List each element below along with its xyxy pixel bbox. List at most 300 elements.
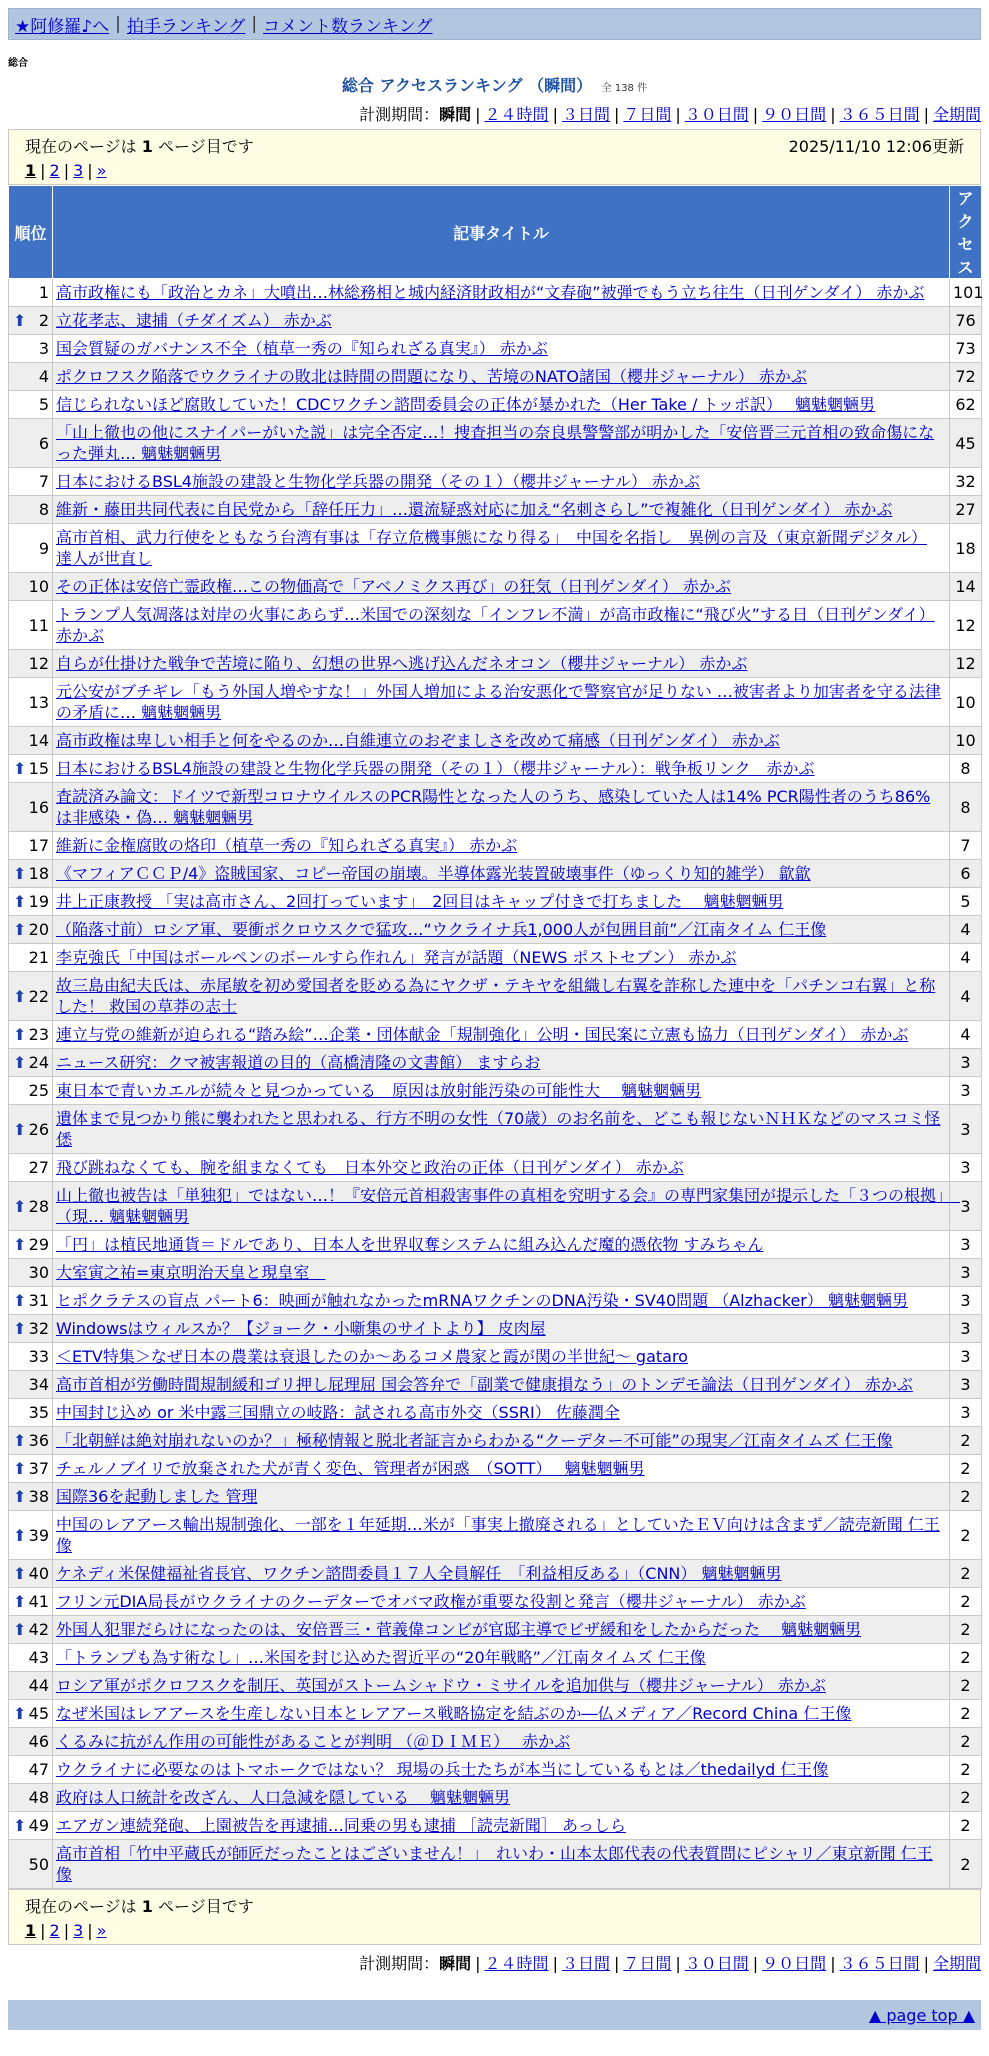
applause-ranking-link[interactable]: 拍手ランキング xyxy=(126,16,246,37)
pager-current: 1 xyxy=(25,1921,37,1940)
table-row xyxy=(9,1644,982,1672)
article-title-link[interactable]: 立花孝志、逮捕（チダイズム） 赤かぶ xyxy=(56,311,332,330)
pager-current: 1 xyxy=(25,161,37,180)
title-cell xyxy=(53,524,950,573)
pager-separator: | xyxy=(63,1921,70,1940)
table-row xyxy=(9,888,982,916)
article-title-link[interactable]: 井上正康教授 「実は高市さん、2回打っています」 2回目はキャップ付きで打ちました 魑魅魍魎男 xyxy=(56,892,784,911)
title-cell xyxy=(53,1756,950,1784)
title-cell xyxy=(53,1259,950,1287)
pager-page-link[interactable]: 2 xyxy=(49,1921,60,1940)
rank-cell xyxy=(9,1427,53,1455)
title-cell xyxy=(53,391,950,419)
period-option-link[interactable]: 全期間 xyxy=(932,1954,981,1973)
article-title-link[interactable]: ポクロフスク陥落でウクライナの敗北は時間の問題になり、苦境のNATO諸国（櫻井ジャーナル） 赤かぶ xyxy=(56,367,807,386)
rank-cell xyxy=(9,650,53,678)
article-title-link[interactable]: 信じられないほど腐敗していた！CDCワクチン諮問委員会の正体が暴かれた（Her Take / トッポ訳） 魑魅魍魎男 xyxy=(56,395,876,414)
period-separator: | xyxy=(552,105,558,124)
access-count: 3 xyxy=(950,1154,982,1182)
rank-cell xyxy=(9,1049,53,1077)
period-option-link[interactable]: ３日間 xyxy=(561,105,610,124)
article-title-link[interactable]: 日本におけるBSL4施設の建設と生物化学兵器の開発（その１）（櫻井ジャーナル） 赤かぶ xyxy=(56,472,700,491)
rank-cell xyxy=(9,1644,53,1672)
rank-up-arrow-icon: ⬆ xyxy=(13,1196,27,1216)
article-title-link[interactable]: ニュース研究：クマ被害報道の目的（高橋清隆の文書館） ますらお xyxy=(56,1053,541,1072)
ranking-table xyxy=(8,185,982,1889)
title-cell xyxy=(53,755,950,783)
table-row xyxy=(9,496,982,524)
table-row xyxy=(9,1315,982,1343)
title-cell xyxy=(53,335,950,363)
pager-page-link[interactable]: 2 xyxy=(49,161,60,180)
period-option-link[interactable]: ３６５日間 xyxy=(839,1954,920,1973)
access-count: 5 xyxy=(950,888,982,916)
article-title-link[interactable]: 高市首相、武力行使をともなう台湾有事は「存立危機事態になり得る」 中国を名指し 異例の言及（東京新聞デジタル） 達人が世直し xyxy=(56,528,928,568)
access-count: 73 xyxy=(950,335,982,363)
rank-number: 41 xyxy=(28,1592,49,1611)
rank-number: 9 xyxy=(38,538,49,558)
table-row xyxy=(9,650,982,678)
article-title-link[interactable]: 故三島由紀夫氏は、赤尾敏を初め愛国者を貶める為にヤクザ・テキヤを組織し右翼を詐称した連中を「パチンコ右翼」と称した！ 救国の草莽の志士 xyxy=(56,976,936,1016)
rank-cell xyxy=(9,1021,53,1049)
rank-cell xyxy=(9,1700,53,1728)
rank-number: 20 xyxy=(28,920,49,939)
title-cell xyxy=(53,601,950,650)
access-count: 8 xyxy=(950,755,982,783)
pager-next-link[interactable]: » xyxy=(96,1921,107,1940)
table-row xyxy=(9,972,982,1021)
rank-up-arrow-icon: ⬆ xyxy=(13,1025,27,1044)
rank-cell xyxy=(9,1371,53,1399)
access-count: 2 xyxy=(950,1700,982,1728)
access-count: 3 xyxy=(950,1231,982,1259)
article-title-link[interactable]: エアガン連続発砲、上園被告を再逮捕…同乗の男も逮捕 ［読売新聞］ あっしら xyxy=(56,1816,626,1835)
table-row xyxy=(9,279,982,307)
title-cell xyxy=(53,1231,950,1259)
page-title: 総合 アクセスランキング （瞬間） xyxy=(341,76,593,95)
article-title-link[interactable]: 高市政権にも「政治とカネ」大噴出…林総務相と城内経済財政相が“文春砲”被弾でもう立ち往生（日刊ゲンダイ） 赤かぶ xyxy=(56,283,925,302)
period-label: 計測期間： xyxy=(359,105,440,124)
rank-number: 26 xyxy=(28,1119,49,1139)
rank-number: 36 xyxy=(28,1431,49,1450)
access-count: 2 xyxy=(950,1756,982,1784)
access-count: 4 xyxy=(950,1021,982,1049)
period-separator: | xyxy=(830,105,836,124)
title-cell xyxy=(53,1287,950,1315)
rank-number: 23 xyxy=(28,1025,49,1044)
updated-timestamp: 2025/11/10 12:06更新 xyxy=(788,137,964,156)
rank-number: 24 xyxy=(28,1053,49,1072)
rank-cell xyxy=(9,1455,53,1483)
table-row xyxy=(9,1259,982,1287)
table-row xyxy=(9,678,982,727)
rank-cell xyxy=(9,279,53,307)
access-count: 7 xyxy=(950,832,982,860)
access-count: 3 xyxy=(950,1077,982,1105)
table-row xyxy=(9,1588,982,1616)
rank-cell xyxy=(9,573,53,601)
rank-number: 38 xyxy=(28,1487,49,1506)
article-title-link[interactable]: フリン元DIA局長がウクライナのクーデターでオバマ政権が重要な役割と発言（櫻井ジャーナル） 赤かぶ xyxy=(56,1592,806,1611)
rank-cell xyxy=(9,1588,53,1616)
article-title-link[interactable]: 国際36を起動しました 管理 xyxy=(56,1487,258,1506)
rank-cell xyxy=(9,1077,53,1105)
access-count: 2 xyxy=(950,1483,982,1511)
article-title-link[interactable]: 東日本で青いカエルが続々と見つかっている 原因は放射能汚染の可能性大 魑魅魍魎男 xyxy=(56,1081,702,1100)
title-cell xyxy=(53,1049,950,1077)
access-count: 2 xyxy=(950,1644,982,1672)
article-title-link[interactable]: 政府は人口統計を改ざん、人口急減を隠している 魑魅魍魎男 xyxy=(56,1788,511,1807)
rank-cell xyxy=(9,1105,53,1154)
access-count: 3 xyxy=(950,1287,982,1315)
access-count: 8 xyxy=(950,783,982,832)
title-cell xyxy=(53,783,950,832)
article-title-link[interactable]: ＜ETV特集＞なぜ日本の農業は衰退したのか〜あるコメ農家と霞が関の半世紀〜 gataro xyxy=(56,1347,688,1366)
period-label: 計測期間： xyxy=(359,1954,440,1973)
nav-separator: | xyxy=(115,14,121,34)
rank-number: 44 xyxy=(28,1676,49,1695)
table-row xyxy=(9,1784,982,1812)
article-title-link[interactable]: その正体は安倍亡霊政権…この物価高で「アベノミクス再び」の狂気（日刊ゲンダイ） 赤かぶ xyxy=(56,577,732,596)
table-row xyxy=(9,1343,982,1371)
article-title-link[interactable]: ロシア軍がポクロフスクを制圧、英国がストームシャドウ・ミサイルを追加供与（櫻井ジャーナル） 赤かぶ xyxy=(56,1676,826,1695)
access-count: 3 xyxy=(950,1049,982,1077)
title-cell xyxy=(53,1182,961,1231)
access-count: 76 xyxy=(950,307,982,335)
rank-cell xyxy=(9,419,53,468)
title-cell xyxy=(53,1105,950,1154)
rank-number: 15 xyxy=(28,759,49,778)
rank-up-arrow-icon: ⬆ xyxy=(13,986,27,1006)
rank-number: 1 xyxy=(38,283,49,302)
period-option-link[interactable]: ２４時間 xyxy=(484,1954,549,1973)
article-title-link[interactable]: ヒポクラテスの盲点 パート6：映画が触れなかったmRNAワクチンのDNA汚染・SV40問題 （Alzhacker） 魑魅魍魎男 xyxy=(56,1291,908,1310)
table-row xyxy=(9,832,982,860)
article-title-link[interactable]: Windowsはウィルスか？【ジョーク・小噺集のサイトより】 皮肉屋 xyxy=(56,1319,546,1338)
rank-cell xyxy=(9,832,53,860)
article-title-link[interactable]: 国会質疑のガバナンス不全（植草一秀の『知られざる真実』） 赤かぶ xyxy=(56,339,548,358)
rank-number: 19 xyxy=(28,892,49,911)
table-row xyxy=(9,1077,982,1105)
article-title-link[interactable]: 自らが仕掛けた戦争で苦境に陥り、幻想の世界へ逃げ込んだネオコン（櫻井ジャーナル） 赤かぶ xyxy=(56,654,748,673)
rank-up-arrow-icon: ⬆ xyxy=(13,1235,27,1254)
period-separator: | xyxy=(613,1954,620,1973)
title-cell xyxy=(53,1399,950,1427)
table-row xyxy=(9,601,982,650)
rank-cell xyxy=(9,860,53,888)
title-cell xyxy=(53,1840,950,1889)
rank-cell xyxy=(9,1259,53,1287)
table-row xyxy=(9,1399,982,1427)
article-title-link[interactable]: 外国人犯罪だらけになったのは、安倍晋三・菅義偉コンビが官邸主導でビザ緩和をしたからだった 魑魅魍魎男 xyxy=(56,1620,862,1639)
article-title-link[interactable]: ウクライナに必要なのはトマホークではない？ 現場の兵士たちが本当にしているもとは／thedailyd 仁王像 xyxy=(56,1760,829,1779)
title-cell xyxy=(53,1077,950,1105)
table-row xyxy=(9,1812,982,1840)
period-separator: | xyxy=(923,1954,929,1973)
rank-cell xyxy=(9,363,53,391)
rank-up-arrow-icon: ⬆ xyxy=(13,1487,27,1506)
rank-number: 45 xyxy=(28,1704,49,1723)
period-option-link[interactable]: ３６５日間 xyxy=(839,105,920,124)
period-separator: | xyxy=(675,1954,681,1973)
current-page-text: 現在のページは 1 ページ目です xyxy=(25,137,254,156)
table-row xyxy=(9,860,982,888)
article-title-link[interactable]: ケネディ米保健福祉省長官、ワクチン諮問委員１７人全員解任 「利益相反ある」（CNN） 魑魅魍魎男 xyxy=(56,1564,782,1583)
rank-cell xyxy=(9,916,53,944)
period-selector-bottom xyxy=(8,1951,981,1974)
period-option-link[interactable]: ３０日間 xyxy=(684,105,749,124)
rank-number: 39 xyxy=(28,1525,49,1545)
article-title-link[interactable]: 高市首相が労働時間規制緩和ゴリ押し屁理屈 国会答弁で「副業で健康損なう」のトンデモ論法（日刊ゲンダイ） 赤かぶ xyxy=(56,1375,913,1394)
period-separator: | xyxy=(830,1954,836,1973)
article-title-link[interactable]: 《マフィアＣＣＰ/4》盗賊国家、コピー帝国の崩壊。半導体露光装置破壊事件（ゆっくり知的雑学） 歙歙 xyxy=(56,864,811,883)
rank-number: 11 xyxy=(28,615,49,635)
rank-up-arrow-icon: ⬆ xyxy=(13,1592,27,1611)
table-row xyxy=(9,1021,982,1049)
title-cell xyxy=(53,944,950,972)
article-title-link[interactable]: 山上徹也被告は「単独犯」ではない…！『安倍元首相殺害事件の真相を究明する会』の専門家集団が提示した「３つの根拠」 （現… 魑魅魍魎男 xyxy=(56,1186,961,1226)
rank-cell xyxy=(9,496,53,524)
access-count: 3 xyxy=(950,1343,982,1371)
rank-up-arrow-icon: ⬆ xyxy=(13,864,27,883)
rank-cell xyxy=(9,335,53,363)
rank-up-arrow-icon: ⬆ xyxy=(13,311,27,330)
table-row xyxy=(9,1049,982,1077)
comment-ranking-link[interactable]: コメント数ランキング xyxy=(263,16,433,37)
pager-page-link[interactable]: 3 xyxy=(73,161,84,180)
title-cell xyxy=(53,1784,950,1812)
table-row xyxy=(9,307,982,335)
article-title-link[interactable]: 維新・藤田共同代表に自民党から「辞任圧力」…還流疑惑対応に加え“名刺さらし”で複雑化（日刊ゲンダイ） 赤かぶ xyxy=(56,500,893,519)
article-title-link[interactable]: （陥落寸前）ロシア軍、要衝ポクロウスクで猛攻…“ウクライナ兵1,000人が包囲目前”／江南タイム 仁王像 xyxy=(56,920,827,939)
period-separator: | xyxy=(475,105,481,124)
table-row xyxy=(9,391,982,419)
table-row xyxy=(9,1154,982,1182)
rank-up-arrow-icon: ⬆ xyxy=(13,1319,27,1338)
rank-up-arrow-icon: ⬆ xyxy=(13,1816,27,1835)
rank-up-arrow-icon: ⬆ xyxy=(13,1459,27,1478)
rank-number: 17 xyxy=(28,836,49,855)
period-separator: | xyxy=(552,1954,558,1973)
access-count: 4 xyxy=(950,944,982,972)
rank-number: 4 xyxy=(38,367,49,386)
article-title-link[interactable]: 李克強氏「中国はボールペンのボールすら作れん」発言が話題（NEWS ポストセブン） 赤かぶ xyxy=(56,948,737,967)
total-count: 全 138 件 xyxy=(601,83,648,94)
access-count: 3 xyxy=(950,1259,982,1287)
access-count: 12 xyxy=(950,650,982,678)
rank-number: 47 xyxy=(28,1760,49,1779)
access-count: 12 xyxy=(950,601,982,650)
rank-number: 34 xyxy=(28,1375,49,1394)
rank-number: 27 xyxy=(28,1158,49,1177)
access-count: 2 xyxy=(950,1672,982,1700)
title-cell xyxy=(53,1588,950,1616)
access-count: 2 xyxy=(950,1812,982,1840)
title-cell xyxy=(53,1427,950,1455)
article-title-link[interactable]: 「北朝鮮は絶対崩れないのか？」極秘情報と脱北者証言からわかる“クーデター不可能”の現実／江南タイムズ 仁王像 xyxy=(56,1431,893,1450)
title-cell xyxy=(53,1315,950,1343)
article-title-link[interactable]: 中国封じ込め or 米中露三国鼎立の岐路：試される高市外交（SSRI） 佐藤潤全 xyxy=(56,1403,620,1422)
category-label: 総合 xyxy=(8,58,28,69)
article-title-link[interactable]: なぜ米国はレアアースを生産しない日本とレアアース戦略協定を結ぶのか―仏メディア／Record China 仁王像 xyxy=(56,1704,852,1723)
period-option-link[interactable]: ３日間 xyxy=(561,1954,610,1973)
rank-number: 22 xyxy=(28,986,49,1006)
rank-cell xyxy=(9,783,53,832)
period-separator: | xyxy=(752,1954,759,1973)
home-link[interactable]: ★阿修羅♪へ xyxy=(15,16,110,37)
rank-up-arrow-icon: ⬆ xyxy=(13,1431,27,1450)
period-separator: | xyxy=(752,105,759,124)
access-count: 6 xyxy=(950,860,982,888)
rank-up-arrow-icon: ⬆ xyxy=(13,1525,27,1545)
footer-bar xyxy=(8,2000,981,2030)
rank-cell xyxy=(9,678,53,727)
rank-cell xyxy=(9,1784,53,1812)
table-row xyxy=(9,1371,982,1399)
rank-up-arrow-icon: ⬆ xyxy=(13,1119,27,1139)
rank-number: 13 xyxy=(28,692,49,712)
pager-separator: | xyxy=(40,161,46,180)
period-current: 瞬間 xyxy=(439,105,472,124)
title-cell xyxy=(53,496,950,524)
pager-next-link[interactable]: » xyxy=(96,161,107,180)
article-title-link[interactable]: 「トランプも為す術なし」…米国を封じ込めた習近平の“20年戦略”／江南タイムズ 仁王像 xyxy=(56,1648,706,1667)
period-separator: | xyxy=(613,105,620,124)
article-title-link[interactable]: 「円」は植民地通貨＝ドルであり、日本人を世界収奪システムに組み込んだ魔的憑依物 すみちゃん xyxy=(56,1235,764,1254)
article-title-link[interactable]: 遺体まで見つかり熊に襲われたと思われる、行方不明の女性（70歳）のお名前を、どこも報じないＮＨＫなどのマスコミ怪僁 xyxy=(56,1109,941,1149)
table-row xyxy=(9,524,982,573)
rank-cell xyxy=(9,1511,53,1560)
rank-number: 35 xyxy=(28,1403,49,1422)
article-title-link[interactable]: 連立与党の維新が迫られる“踏み絵”…企業・団体献金「規制強化」公明・国民案に立憲も協力（日刊ゲンダイ） 赤かぶ xyxy=(56,1025,909,1044)
rank-number: 48 xyxy=(28,1788,49,1807)
column-header-rank: 順位 xyxy=(9,186,53,279)
article-title-link[interactable]: 高市政権は卑しい相手と何をやるのか…自維連立のおぞましさを改めて痛感（日刊ゲンダイ） 赤かぶ xyxy=(56,731,780,750)
rank-cell xyxy=(9,1343,53,1371)
access-count: 4 xyxy=(950,916,982,944)
access-count: 2 xyxy=(950,1728,982,1756)
access-count: 62 xyxy=(950,391,982,419)
title-cell xyxy=(53,1455,950,1483)
pagination xyxy=(25,161,964,180)
access-count: 14 xyxy=(950,573,982,601)
article-title-link[interactable]: くるみに抗がん作用の可能性があることが判明 （＠ＤＩＭＥ） 赤かぶ xyxy=(56,1732,571,1751)
rank-number: 2 xyxy=(38,311,49,330)
rank-cell xyxy=(9,1616,53,1644)
table-row xyxy=(9,916,982,944)
period-option-link[interactable]: ９０日間 xyxy=(762,1954,827,1973)
access-count: 2 xyxy=(950,1588,982,1616)
rank-cell xyxy=(9,972,53,1021)
article-title-link[interactable]: 「山上徹也の他にスナイパーがいた説」は完全否定…！捜査担当の奈良県警警部が明かした「安倍晋三元首相の致命傷になった弾丸… 魑魅魍魎男 xyxy=(56,423,935,463)
rank-cell xyxy=(9,307,53,335)
article-title-link[interactable]: 査読済み論文：ドイツで新型コロナウイルスのPCR陽性となった人のうち、感染していた人は14% PCR陽性者のうち86%は非感染・偽… 魑魅魍魎男 xyxy=(56,787,931,827)
pager-separator: | xyxy=(87,1921,93,1940)
period-option-link[interactable]: ９０日間 xyxy=(762,105,827,124)
period-option-link[interactable]: 全期間 xyxy=(932,105,981,124)
rank-number: 37 xyxy=(28,1459,49,1478)
rank-number: 43 xyxy=(28,1648,49,1667)
article-title-link[interactable]: 飛び跳ねなくても、腕を組まなくても 日本外交と政治の正体（日刊ゲンダイ） 赤かぶ xyxy=(56,1158,684,1177)
access-count: 4 xyxy=(950,972,982,1021)
article-title-link[interactable]: 中国のレアアース輸出規制強化、一部を１年延期…米が「事実上撤廃される」としていたＥＶ向けは含まず／読売新聞 仁王像 xyxy=(56,1515,940,1555)
rank-up-arrow-icon: ⬆ xyxy=(13,892,27,911)
period-option-link[interactable]: ７日間 xyxy=(623,105,672,124)
pager-page-link[interactable]: 3 xyxy=(73,1921,84,1940)
rank-cell xyxy=(9,1483,53,1511)
table-row xyxy=(9,1231,982,1259)
table-row xyxy=(9,1427,982,1455)
rank-cell xyxy=(9,391,53,419)
page-top-link[interactable]: ▲ page top ▲ xyxy=(868,2005,975,2025)
article-title-link[interactable]: 元公安がブチギレ「もう外国人増やすな！」外国人増加による治安悪化で警察官が足りない …被害者より加害者を守る法律の矛盾に… 魑魅魍魎男 xyxy=(56,682,941,722)
article-title-link[interactable]: 大室寅之祐=東京明治天皇と現皇室 xyxy=(56,1263,326,1282)
rank-number: 30 xyxy=(28,1263,49,1282)
access-count: 72 xyxy=(950,363,982,391)
rank-up-arrow-icon: ⬆ xyxy=(13,1564,27,1583)
period-option-link[interactable]: ２４時間 xyxy=(484,105,549,124)
rank-number: 7 xyxy=(38,472,49,491)
article-title-link[interactable]: 高市首相「竹中平蔵氏が師匠だったことはございません！」 れいわ・山本太郎代表の代表質問にピシャリ／東京新聞 仁王像 xyxy=(56,1844,933,1884)
rank-cell xyxy=(9,1840,53,1889)
rank-cell xyxy=(9,888,53,916)
title-cell xyxy=(53,727,950,755)
table-row xyxy=(9,1700,982,1728)
table-row xyxy=(9,1511,982,1560)
pager-separator: | xyxy=(63,161,70,180)
rank-number: 42 xyxy=(28,1620,49,1639)
period-separator: | xyxy=(675,105,681,124)
rank-cell xyxy=(9,1672,53,1700)
rank-cell xyxy=(9,1756,53,1784)
article-title-link[interactable]: トランプ人気凋落は対岸の火事にあらず…米国での深刻な「インフレ不満」が高市政権に“飛び火”する日（日刊ゲンダイ） 赤かぶ xyxy=(56,605,935,645)
table-row xyxy=(9,1728,982,1756)
rank-number: 29 xyxy=(28,1235,49,1254)
period-option-link[interactable]: ７日間 xyxy=(623,1954,672,1973)
access-count: 27 xyxy=(950,496,982,524)
period-option-link[interactable]: ３０日間 xyxy=(684,1954,749,1973)
rank-cell xyxy=(9,1560,53,1588)
rank-number: 28 xyxy=(28,1196,49,1216)
access-count: 3 xyxy=(950,1315,982,1343)
table-row xyxy=(9,1105,982,1154)
access-count: 3 xyxy=(950,1399,982,1427)
title-cell xyxy=(53,1483,950,1511)
article-title-link[interactable]: 日本におけるBSL4施設の建設と生物化学兵器の開発（その１）（櫻井ジャーナル）：戦争板リンク 赤かぶ xyxy=(56,759,815,778)
rank-cell xyxy=(9,1154,53,1182)
rank-number: 10 xyxy=(28,577,49,596)
access-count: 3 xyxy=(950,1105,982,1154)
period-separator: | xyxy=(923,105,929,124)
access-count: 32 xyxy=(950,468,982,496)
table-row xyxy=(9,783,982,832)
title-cell xyxy=(53,1672,950,1700)
title-cell xyxy=(53,1021,950,1049)
access-count: 2 xyxy=(950,1427,982,1455)
access-count: 2 xyxy=(950,1560,982,1588)
rank-number: 25 xyxy=(28,1081,49,1100)
title-cell xyxy=(53,468,950,496)
table-row xyxy=(9,727,982,755)
title-cell xyxy=(53,363,950,391)
access-count: 10 xyxy=(950,678,982,727)
article-title-link[interactable]: 維新に金権腐敗の烙印（植草一秀の『知られざる真実』） 赤かぶ xyxy=(56,836,518,855)
rank-number: 50 xyxy=(28,1854,49,1874)
article-title-link[interactable]: チェルノブイリで放棄された犬が青く変色、管理者が困惑 （SOTT） 魑魅魍魎男 xyxy=(56,1459,645,1478)
title-cell xyxy=(53,307,950,335)
table-row xyxy=(9,1672,982,1700)
ranking-heading xyxy=(0,73,989,96)
